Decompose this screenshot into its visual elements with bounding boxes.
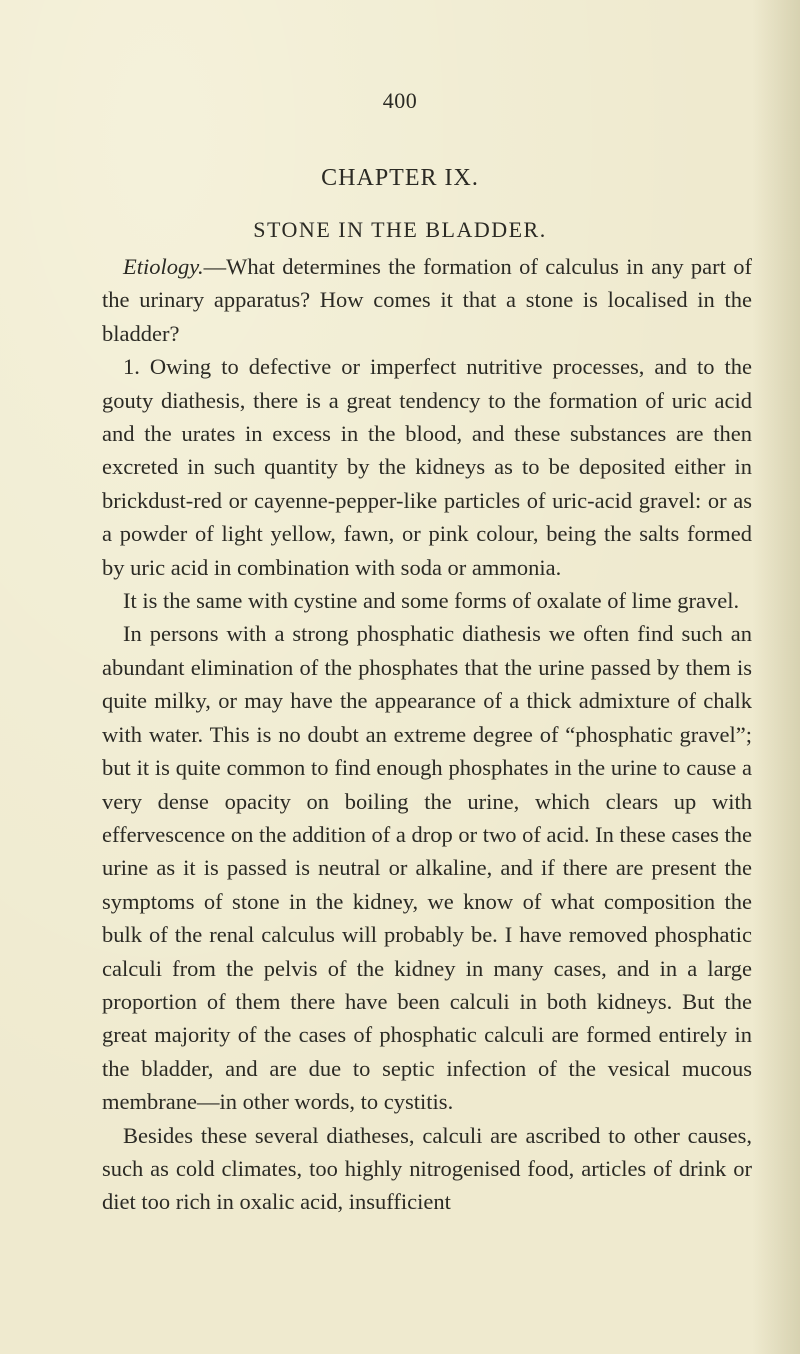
paragraph: 1. Owing to defective or imperfect nutritive processes, and to the gouty diathesis, there is a great tendency to the formation of uric acid and the urates in excess in the blood, and these substances are then excreted in such quantity by the kidneys as to be deposited either in brickdust-red or cayenne-pepper-like particles of uric-acid gravel: or as a powder of light yellow, fawn, or pink colour, being the salts formed by uric acid in combination with soda or ammonia. — [102, 354, 752, 580]
paragraph: Besides these several diatheses, calculi are ascribed to other causes, such as cold climates, too highly nitrogenised food, articles of drink or diet too rich in oxalic acid, insufficient — [102, 1122, 752, 1215]
body-text — [102, 250, 752, 1219]
section-heading: STONE IN THE BLADDER. — [253, 217, 547, 242]
page-number: 400 — [382, 88, 418, 113]
paragraph: In persons with a strong phosphatic diathesis we often find such an abundant elimination of the phosphates that the urine passed by them is quite milky, or may have the appearance of a thick admixture of chalk with water. This is no doubt an extreme degree of “phosphatic gravel”; but it is quite common to find enough phosphates in the urine to cause a very dense opacity on boiling the urine, which clears up with effervescence on the addition of a drop or two of acid. In these cases the urine as it is passed is neutral or alkaline, and if there are present the symptoms of stone in the kidney, we know of what composition the bulk of the renal calculus will probably be. I have removed phosphatic calculi from the pelvis of the kidney in many cases, and in a large proportion of them there have been calculi in both kidneys. But the great majority of the cases of phosphatic calculi are formed entirely in the bladder, and are due to septic infection of the vesical mucous membrane—in other words, to cystitis. — [102, 621, 752, 1115]
paragraph-text: —What determines the formation of calculus in any part of the urinary apparatus? How comes it that a stone is localised in the bladder? — [102, 254, 752, 346]
chapter-heading: CHAPTER IX. — [321, 165, 479, 191]
paragraph — [102, 250, 752, 350]
paragraph-lead: Etiology. — [123, 254, 204, 279]
paragraph: It is the same with cystine and some forms of oxalate of lime gravel. — [123, 588, 740, 614]
